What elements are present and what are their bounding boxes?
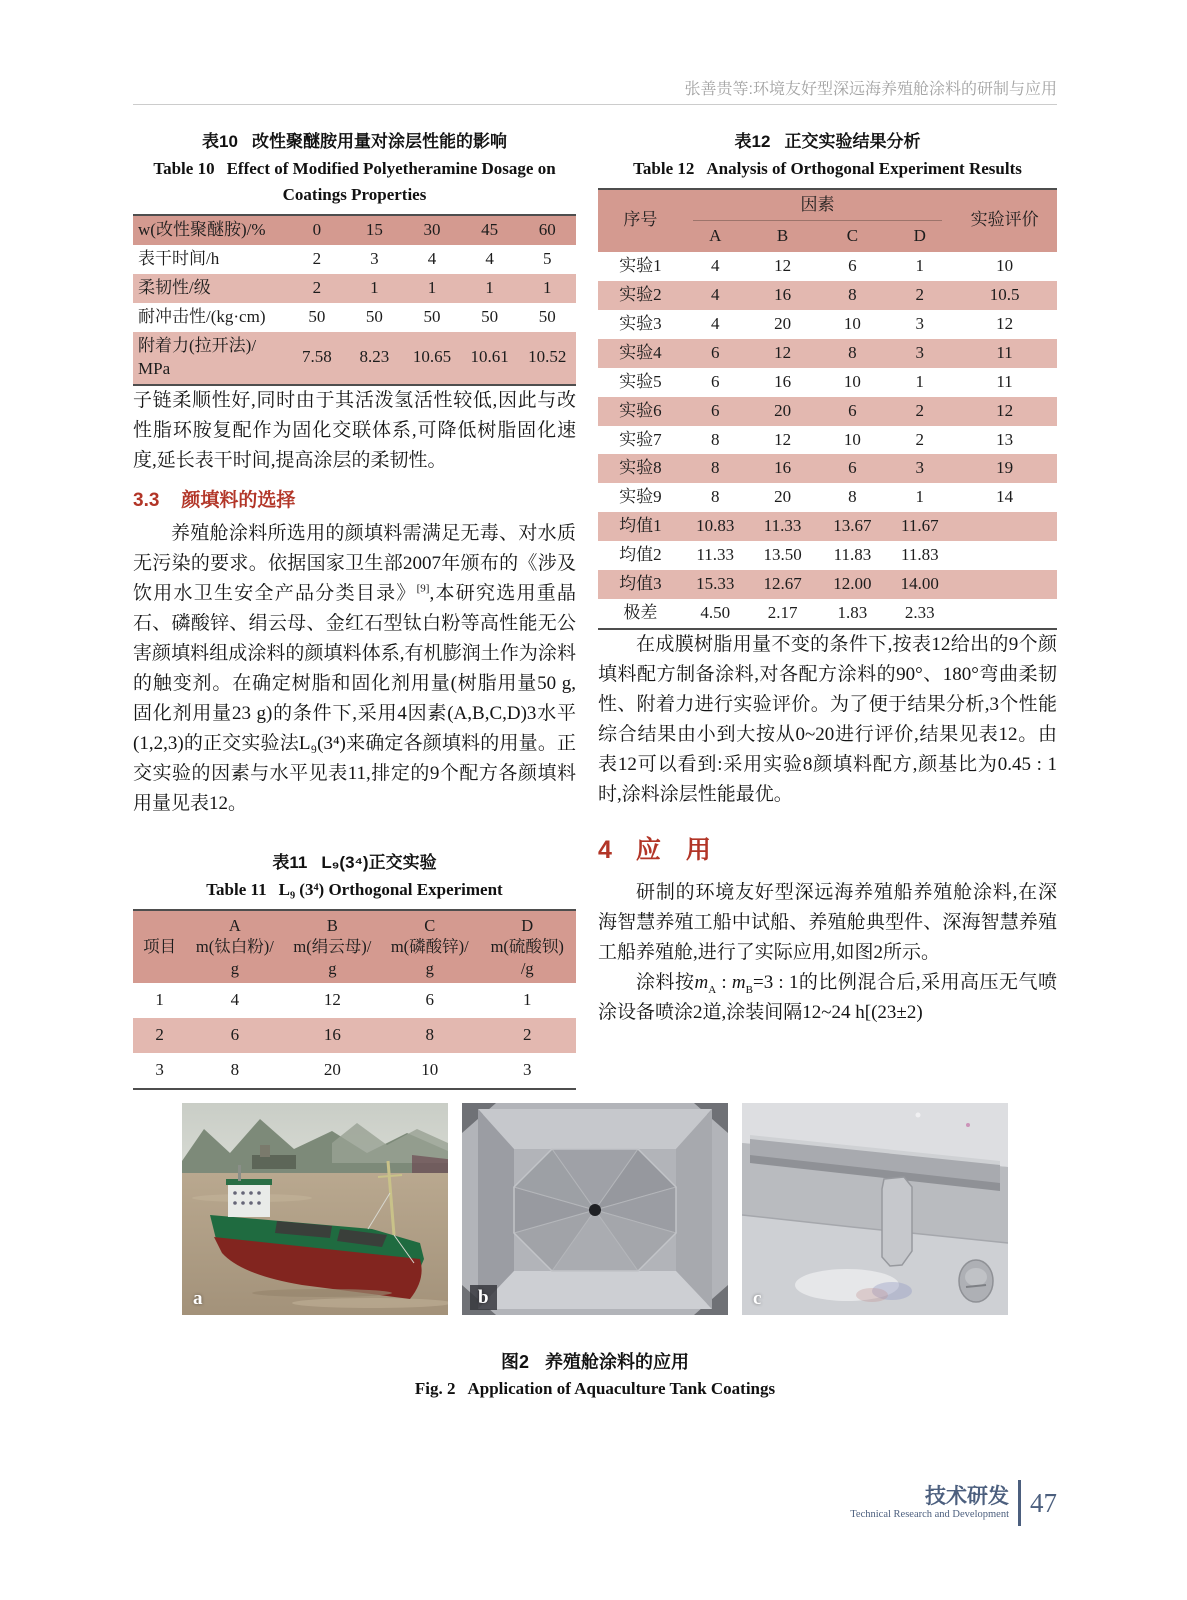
table-cell: 50: [423, 306, 441, 326]
table-cell: 8: [848, 342, 857, 362]
table-cell: 2.17: [767, 603, 798, 623]
table-cell: 16: [323, 1024, 341, 1044]
table-cell: 30: [423, 220, 441, 239]
table-cell: 12: [323, 989, 341, 1009]
table-row: [598, 339, 1057, 368]
table11-title-en: Table 11 L₉ (3⁴) Orthogonal Experiment: [206, 879, 503, 899]
table-cell: 8: [710, 458, 720, 478]
table-cell: 10: [843, 429, 861, 449]
table-cell: 14: [996, 487, 1014, 507]
table-cell: 15: [365, 220, 383, 239]
col-header-a: A m(钛白粉)/ g: [195, 915, 274, 978]
table-row: [133, 983, 576, 1018]
table-cell: 均值2: [619, 545, 662, 565]
col-header-d: D m(硫酸钡) /g: [490, 915, 564, 978]
right-column: [598, 128, 1057, 1028]
photo-label-b: b: [470, 1285, 497, 1310]
photo-label-c: c: [753, 1288, 762, 1309]
table-cell: 8: [425, 1024, 435, 1044]
table-row: [133, 303, 576, 332]
table-cell: 13.67: [833, 516, 872, 536]
header-rule: [133, 104, 1057, 105]
table-cell: 4: [710, 255, 720, 275]
table-cell: 19: [996, 458, 1014, 478]
table-cell: 10.61: [470, 347, 509, 367]
table-cell: 实验2: [619, 284, 662, 304]
table-cell: 3: [155, 1059, 164, 1079]
table-11: [133, 909, 576, 1090]
table-cell: 实验7: [619, 429, 662, 449]
table-cell: 8.23: [359, 347, 390, 367]
table-cell: 50: [365, 306, 383, 326]
col-header-c: C m(磷酸锌)/ g: [390, 915, 469, 978]
col-header-eval: 实验评价: [970, 210, 1039, 230]
table-cell: 2: [155, 1024, 164, 1044]
figure2-caption-cn: 图2 养殖舱涂料的应用: [500, 1352, 689, 1372]
table-cell: 20: [774, 313, 792, 333]
table-cell: 10.52: [528, 347, 567, 367]
col-header-factor-d: D: [913, 225, 926, 245]
table-row: [598, 368, 1057, 397]
table-cell: 12: [996, 400, 1014, 420]
table-row: [133, 215, 576, 245]
table-cell: 10: [843, 371, 861, 391]
table-cell: 4.50: [700, 603, 731, 623]
table-row: [133, 274, 576, 303]
table-cell: 13.50: [763, 545, 802, 565]
reference-mark: [9]: [416, 582, 430, 595]
table-cell: 12: [774, 429, 792, 449]
table-cell: 2: [312, 277, 322, 297]
paragraph-pigment: 养殖舱涂料所选用的颜填料需满足无毒、对水质无污染的要求。依据国家卫生部2007年颁布的《涉及饮用水卫生安全产品分类目录》[9],本研究选用重晶石、磷酸锌、绢云母、金红石型钛白粉等高性能无公害颜填料组成涂料的颜填料体系,有机膨润土作为涂料的触变剂。在确定树脂和固化剂用量(树脂用量50 g,固化剂用量23 g)的条件下,采用4因素(A,B,C,D)3水平(1,2,3)的正交实验法L₉(3⁴)来确定各颜填料的用量。正交实验的因素与水平见表11,排定的9个配方各颜填料用量见表12。: [133, 522, 576, 814]
table-cell: [952, 541, 1057, 570]
table-cell: 4: [710, 284, 720, 304]
page-number: 47: [1030, 1487, 1057, 1518]
col-header-factor-c: C: [846, 225, 859, 245]
table-cell: 50: [538, 306, 556, 326]
table-cell: 10.5: [989, 284, 1020, 304]
table-cell: 极差: [623, 603, 658, 623]
table-row: [598, 252, 1057, 281]
table-cell: 8: [710, 487, 720, 507]
table-cell: 6: [710, 400, 720, 420]
table-cell: 8: [848, 284, 857, 304]
table-cell: 表干时间/h: [138, 248, 220, 268]
table-cell: 实验4: [619, 342, 662, 362]
table-cell: 50: [481, 306, 499, 326]
section-heading-4: 4 应 用: [598, 836, 711, 865]
table-cell: 16: [774, 371, 792, 391]
table-cell: 实验9: [619, 487, 662, 507]
table12-title-cn: 表12 正交实验结果分析: [734, 132, 921, 151]
table-cell: 7.58: [301, 347, 332, 367]
table-row: [598, 483, 1057, 512]
left-column: [133, 128, 576, 1090]
table-cell: 2: [915, 400, 925, 420]
table-cell: 11: [996, 342, 1013, 362]
table-cell: 实验1: [619, 255, 662, 275]
figure2-photo-b: [462, 1103, 728, 1315]
table-row: [133, 332, 576, 385]
footer-divider: [1018, 1480, 1021, 1526]
table-row: [598, 541, 1057, 570]
col-header-no: 序号: [623, 210, 658, 230]
table-cell: 10: [843, 313, 861, 333]
table-row: [598, 599, 1057, 629]
table-cell: 0: [312, 220, 322, 239]
table-cell: [952, 599, 1057, 629]
col-header-factors: 因素: [683, 189, 952, 221]
paragraph-evaluation: 在成膜树脂用量不变的条件下,按表12给出的9个颜填料配方制备涂料,对各配方涂料的90°、180°弯曲柔韧性、附着力进行实验评价。为了便于结果分析,3个性能综合结果由小到大按从0~20进行评价,结果见表12。由表12可以看到:采用实验8颜填料配方,颜基比为0.45 : 1时,涂料涂层性能最优。: [598, 634, 1057, 806]
table-cell: 1: [915, 487, 925, 507]
table-row: [598, 426, 1057, 455]
table-row: [598, 281, 1057, 310]
table-cell: 12: [996, 313, 1014, 333]
table-cell: 3: [915, 313, 925, 333]
figure2-caption-en: Fig. 2 Application of Aquaculture Tank Coatings: [414, 1379, 776, 1398]
footer-section-labels: [850, 1485, 1009, 1522]
tank-interior-photo: [742, 1103, 1008, 1315]
table-cell: 15.33: [696, 574, 735, 594]
table-row: [598, 397, 1057, 426]
table-cell: 10.83: [696, 516, 735, 536]
table-cell: 20: [323, 1059, 341, 1079]
figure2-photos: [133, 1103, 1057, 1315]
table-cell: 均值1: [619, 516, 662, 536]
table-cell: 1: [542, 277, 552, 297]
table-cell: [952, 512, 1057, 541]
table-cell: 3: [523, 1059, 532, 1079]
table-cell: 60: [538, 220, 556, 239]
table-cell: 11: [996, 371, 1013, 391]
table-cell: 3: [915, 342, 925, 362]
table-row: [598, 512, 1057, 541]
table-cell: 6: [230, 1024, 240, 1044]
table-cell: 4: [485, 248, 494, 268]
table-cell: 8: [848, 487, 857, 507]
table-cell: 4: [710, 313, 720, 333]
table-cell: 1: [155, 989, 164, 1009]
table-cell: 10: [996, 255, 1014, 275]
table-cell: 3: [370, 248, 379, 268]
table-cell: 12.00: [833, 574, 872, 594]
table-cell: 20: [774, 400, 792, 420]
table-cell: 实验8: [619, 458, 662, 478]
photo-label-a: a: [193, 1288, 203, 1309]
table11-block: [133, 849, 576, 1090]
tank-topdown-photo: [462, 1103, 728, 1315]
page-footer: [133, 1480, 1057, 1526]
table-cell: 50: [308, 306, 326, 326]
table-cell: 11.83: [900, 545, 939, 565]
table-cell: 4: [427, 248, 437, 268]
table-cell: 14.00: [900, 574, 939, 594]
table-cell: 柔韧性/级: [138, 277, 211, 297]
table-cell: 附着力(拉开法)/ MPa: [138, 335, 257, 378]
table-row: [598, 454, 1057, 483]
table-cell: 实验5: [619, 371, 662, 391]
table-cell: 11.67: [900, 516, 939, 536]
table-cell: 1: [427, 277, 437, 297]
table-row: [598, 570, 1057, 599]
table-cell: 1: [370, 277, 379, 297]
table12-title-en: Table 12 Analysis of Orthogonal Experiment Results: [633, 159, 1022, 178]
table-cell: 2: [312, 248, 322, 268]
footer-section-en: Technical Research and Development: [850, 1508, 1009, 1520]
table-cell: 11.83: [833, 545, 872, 565]
table-10: [133, 214, 576, 386]
table-cell: 8: [710, 429, 720, 449]
paragraph-spraying: 涂料按$m_A$ : $m_B=3$ : 1的比例混合后,采用高压无气喷涂设备喷涂2道,涂装间隔12~24 h[(23±2): [598, 972, 1057, 1024]
table-cell: 8: [230, 1059, 240, 1079]
col-header-factor-a: A: [709, 225, 722, 245]
table10-title-cn: 表10 改性聚醚胺用量对涂层性能的影响: [202, 132, 507, 151]
table-cell: 6: [848, 458, 857, 478]
table-cell: 11.33: [763, 516, 802, 536]
table-cell: 12: [774, 255, 792, 275]
table-cell: 11.33: [696, 545, 735, 565]
table-cell: 1: [915, 371, 925, 391]
table-row: [133, 1018, 576, 1053]
table-cell: 5: [542, 248, 552, 268]
ship-photo: [182, 1103, 448, 1315]
figure2-photo-c: [742, 1103, 1008, 1315]
table-cell: 16: [774, 458, 792, 478]
col-header-b: B m(绢云母)/ g: [293, 915, 372, 978]
table-cell: 耐冲击性/(kg·cm): [138, 306, 266, 326]
table10-title-en: Table 10 Effect of Modified Polyetheramine Dosage on Coatings Properties: [153, 159, 556, 204]
table-cell: 2: [523, 1024, 532, 1044]
table-cell: 均值3: [619, 574, 662, 594]
table-cell: [952, 570, 1057, 599]
table-cell: 6: [848, 400, 857, 420]
table-cell: 12: [774, 342, 792, 362]
table-cell: 4: [230, 989, 240, 1009]
table-cell: 10: [421, 1059, 439, 1079]
table-row: [133, 245, 576, 274]
running-head: 张善贵等:环境友好型深远海养殖舱涂料的研制与应用: [684, 81, 1057, 98]
footer-section-cn: 技术研发: [925, 1484, 1009, 1508]
table-cell: 6: [710, 371, 720, 391]
figure2-photo-a: [182, 1103, 448, 1315]
table-cell: 13: [996, 429, 1014, 449]
table-cell: 实验6: [619, 400, 662, 420]
table-cell: 1: [485, 277, 494, 297]
table-cell: 12.67: [763, 574, 802, 594]
table-cell: 10.65: [412, 347, 452, 367]
table-cell: 20: [774, 487, 792, 507]
table11-title-cn: 表11 L₉(3⁴)正交实验: [272, 852, 437, 872]
col-header-factor-b: B: [776, 225, 789, 245]
table-cell: 6: [710, 342, 720, 362]
table-cell: 2: [915, 284, 925, 304]
table-cell: 3: [915, 458, 925, 478]
table-cell: 2: [915, 429, 925, 449]
table-cell: 6: [425, 989, 435, 1009]
table-cell: 1: [915, 255, 925, 275]
section-heading-3-3: 3.3 颜填料的选择: [133, 489, 296, 511]
table-cell: 45: [481, 220, 499, 239]
table-cell: 1.83: [837, 603, 868, 623]
table-row: [133, 1053, 576, 1089]
table-cell: 6: [848, 255, 857, 275]
paragraph-curing: 子链柔顺性好,同时由于其活泼氢活性较低,因此与改性脂环胺复配作为固化交联体系,可降低树脂固化速度,延长表干时间,提高涂层的柔韧性。: [133, 389, 576, 471]
table-row: [598, 310, 1057, 339]
table-cell: 2.33: [904, 603, 935, 623]
table-cell: 1: [523, 989, 532, 1009]
table-cell: 16: [774, 284, 792, 304]
table-12: [598, 188, 1057, 630]
table-cell: 实验3: [619, 313, 662, 333]
col-header-item: 项目: [143, 937, 177, 957]
paragraph-application: 研制的环境友好型深远海养殖船养殖舱涂料,在深海智慧养殖工船中试船、养殖舱典型件、深海智慧养殖工船养殖舱,进行了实际应用,如图2所示。: [598, 882, 1057, 964]
table-cell: w(改性聚醚胺)/%: [138, 220, 266, 239]
